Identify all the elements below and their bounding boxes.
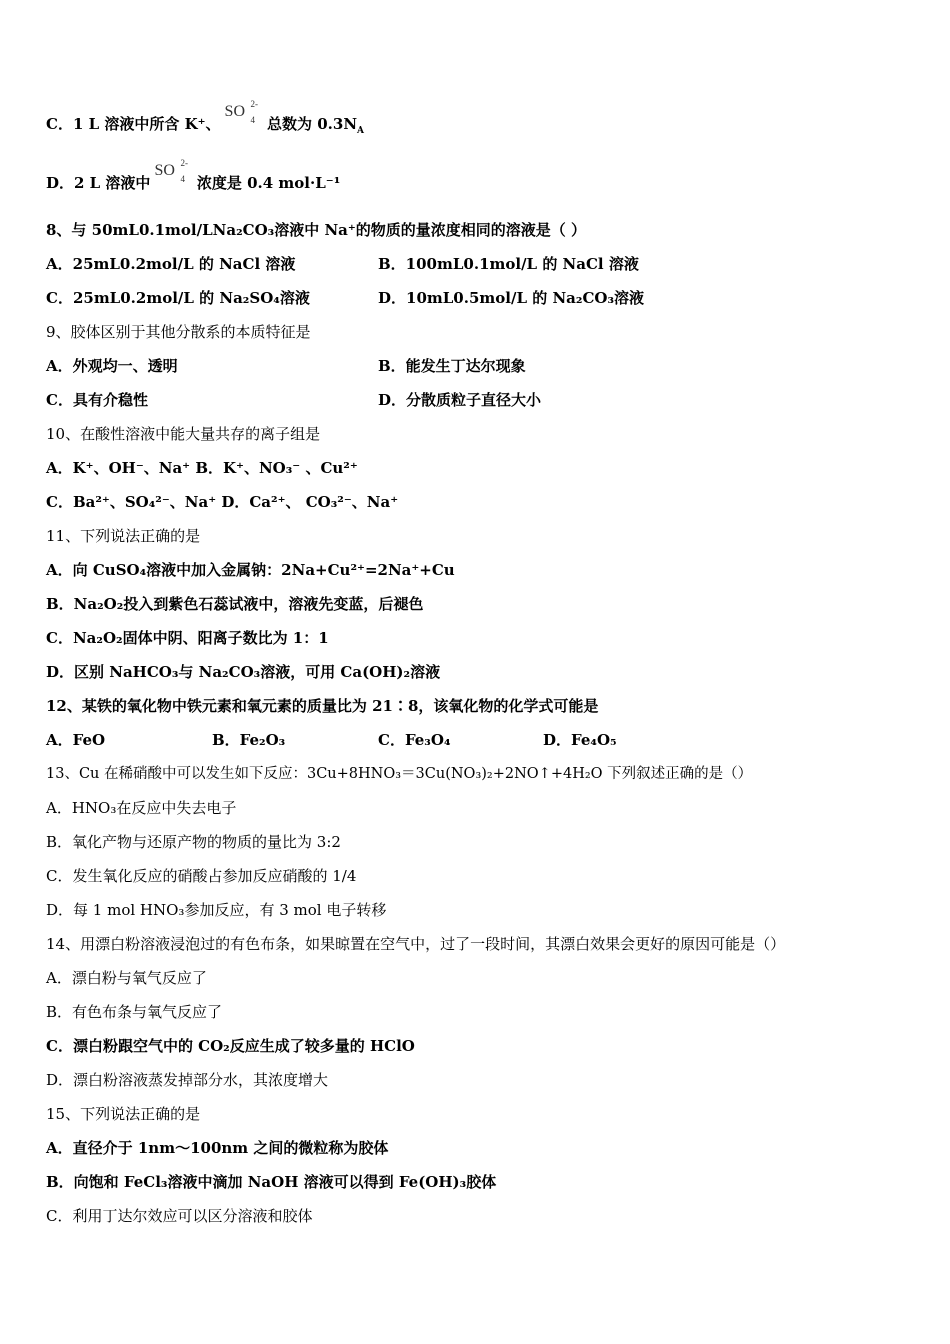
- q12-option-a: A．FeO: [46, 731, 106, 749]
- question-14: 14、用漂白粉溶液浸泡过的有色布条，如果晾置在空气中，过了一段时间，其漂白效果会更好的原因可能是（）: [46, 935, 786, 953]
- q11-option-a: A．向 CuSO₄溶液中加入金属钠：2Na+Cu²⁺=2Na⁺+Cu: [46, 561, 455, 579]
- q13-option-d: D．每 1 mol HNO₃参加反应，有 3 mol 电子转移: [46, 901, 387, 919]
- question-15: 15、下列说法正确的是: [46, 1105, 201, 1123]
- q7-option-d: [46, 158, 341, 193]
- question-13: 13、Cu 在稀硝酸中可以发生如下反应：3Cu+8HNO₃＝3Cu(NO₃)₂+2NO↑+4H₂O 下列叙述正确的是（）: [46, 766, 753, 782]
- q14-option-d: D．漂白粉溶液蒸发掉部分水，其浓度增大: [46, 1071, 329, 1089]
- question-10: 10、在酸性溶液中能大量共存的离子组是: [46, 425, 321, 443]
- q7-option-c: [46, 99, 365, 141]
- q8-option-d: D．10mL0.5mol/L 的 Na₂CO₃溶液: [378, 289, 645, 307]
- sulfate-formula: SO 2- 4: [154, 158, 188, 184]
- q13-option-b: B．氧化产物与还原产物的物质的量比为 3:2: [46, 833, 341, 851]
- q9-option-a: A．外观均一、透明: [46, 357, 178, 375]
- q9-option-d: D．分散质粒子直径大小: [378, 391, 542, 409]
- question-12: 12、某铁的氧化物中铁元素和氧元素的质量比为 21∶8，该氧化物的化学式可能是: [46, 697, 599, 715]
- q13-option-a: A．HNO₃在反应中失去电子: [46, 799, 237, 817]
- question-11: 11、下列说法正确的是: [46, 527, 201, 545]
- q12-option-b: B．Fe₂O₃: [212, 731, 286, 749]
- q11-option-b: B．Na₂O₂投入到紫色石蕊试液中，溶液先变蓝，后褪色: [46, 595, 424, 613]
- q15-option-a: A．直径介于 1nm～100nm 之间的微粒称为胶体: [46, 1139, 389, 1157]
- q10-options-cd: C．Ba²⁺、SO₄²⁻、Na⁺ D．Ca²⁺、 CO₃²⁻、Na⁺: [46, 493, 399, 511]
- q14-option-c: C．漂白粉跟空气中的 CO₂反应生成了较多量的 HClO: [46, 1037, 415, 1055]
- q7d-suffix-text: 浓度是 0.4 mol·L⁻¹: [196, 174, 341, 192]
- sulfate-formula: SO 2- 4: [224, 99, 259, 125]
- q12-option-d: D．Fe₄O₅: [543, 731, 617, 749]
- q11-option-c: C．Na₂O₂固体中阴、阳离子数比为 1：1: [46, 629, 329, 647]
- question-8: 8、与 50mL0.1mol/LNa₂CO₃溶液中 Na⁺的物质的量浓度相同的溶液是（ ）: [46, 221, 587, 239]
- q8-option-a: A．25mL0.2mol/L 的 NaCl 溶液: [46, 255, 296, 273]
- q15-option-b: B．向饱和 FeCl₃溶液中滴加 NaOH 溶液可以得到 Fe(OH)₃胶体: [46, 1173, 497, 1191]
- q9-option-b: B．能发生丁达尔现象: [378, 357, 526, 375]
- q7c-prefix-text: C．1 L 溶液中所含 K⁺、: [46, 115, 221, 133]
- q8-option-c: C．25mL0.2mol/L 的 Na₂SO₄溶液: [46, 289, 310, 307]
- question-9: 9、胶体区别于其他分散系的本质特征是: [46, 323, 311, 341]
- q7c-suffix-sub: A: [357, 126, 365, 136]
- q14-option-b: B．有色布条与氧气反应了: [46, 1003, 223, 1021]
- q10-options-ab: A．K⁺、OH⁻、Na⁺ B．K⁺、NO₃⁻ 、Cu²⁺: [46, 459, 358, 477]
- q14-option-a: A．漂白粉与氧气反应了: [46, 969, 207, 987]
- q9-option-c: C．具有介稳性: [46, 391, 148, 409]
- q8-option-b: B．100mL0.1mol/L 的 NaCl 溶液: [378, 255, 639, 273]
- q11-option-d: D．区别 NaHCO₃与 Na₂CO₃溶液，可用 Ca(OH)₂溶液: [46, 663, 441, 681]
- q7d-prefix-text: D．2 L 溶液中: [46, 174, 151, 192]
- q12-option-c: C．Fe₃O₄: [378, 731, 451, 749]
- q15-option-c: C．利用丁达尔效应可以区分溶液和胶体: [46, 1207, 313, 1225]
- q13-option-c: C．发生氧化反应的硝酸占参加反应硝酸的 1/4: [46, 867, 357, 885]
- q7c-suffix-text: 总数为 0.3N: [267, 115, 358, 133]
